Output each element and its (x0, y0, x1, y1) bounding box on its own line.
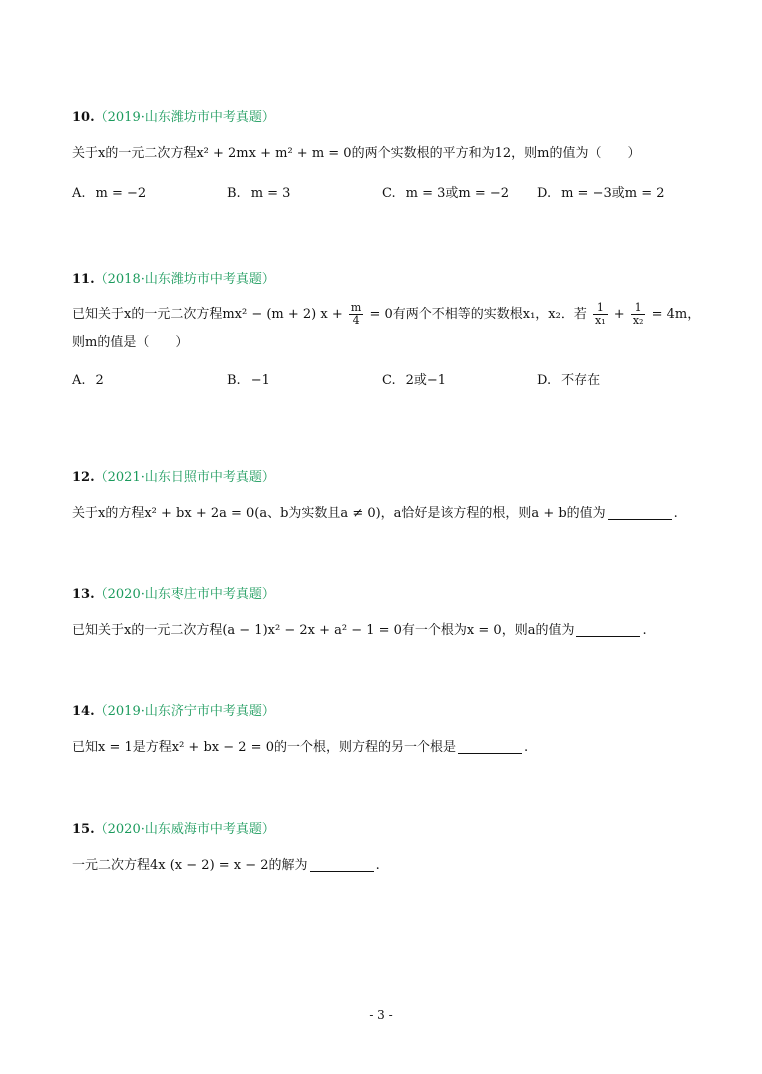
question-number: 15. (72, 822, 95, 837)
fraction-1-over-x1: $\frac{1}{\text{x₁}}$ (595, 301, 606, 327)
answer-blank[interactable] (608, 505, 672, 520)
answer-blank[interactable] (458, 739, 522, 754)
answer-blank[interactable] (310, 857, 374, 872)
question-stem: 关于x的方程x² + bx + 2a = 0(a、b为实数且a ≠ 0)，a恰好是该方程的根，则a + b的值为 . (72, 506, 678, 521)
question-source: （2019·山东济宁市中考真题） (94, 704, 275, 719)
options-row (72, 371, 692, 391)
option-a[interactable]: A. m = −2 (72, 186, 147, 201)
question-header (72, 270, 692, 290)
page-number: - 3 - (369, 1008, 393, 1022)
question-12 (72, 468, 692, 524)
question-15 (72, 820, 692, 876)
question-13 (72, 585, 692, 641)
option-b[interactable]: B. −1 (227, 373, 270, 388)
question-stem: 已知x = 1是方程x² + bx − 2 = 0的一个根，则方程的另一个根是 . (72, 740, 529, 755)
question-stem: 关于x的一元二次方程x² + 2mx + m² + m = 0的两个实数根的平方和为12，则m的值为（ ） (72, 146, 641, 161)
question-number: 14. (72, 704, 95, 719)
fraction-m-over-4: $\frac{m}{4}$ (350, 301, 362, 327)
options-row (72, 184, 692, 204)
option-d[interactable]: D. m = −3或m = 2 (537, 186, 665, 201)
question-source: （2020·山东威海市中考真题） (94, 822, 275, 837)
question-header (72, 820, 692, 840)
question-source: （2018·山东潍坊市中考真题） (94, 272, 275, 287)
option-c[interactable]: C. 2或−1 (382, 373, 447, 388)
question-number: 12. (72, 470, 95, 485)
option-b[interactable]: B. m = 3 (227, 186, 291, 201)
question-11 (72, 270, 701, 391)
question-stem: 已知关于x的一元二次方程mx² − (m + 2) x + $\frac{m}{4}$ = 0有两个不相等的实数根x₁，x₂．若 $\frac{1}{\text{x₁}}$ + $\frac{1}{\text{x₂}}$ = 4m， (72, 301, 701, 327)
question-source: （2021·山东日照市中考真题） (94, 470, 275, 485)
answer-blank[interactable] (576, 622, 640, 637)
question-header (72, 702, 692, 722)
question-number: 13. (72, 587, 95, 602)
question-stem-line2: 则m的值是（ ） (72, 335, 189, 350)
question-10 (72, 108, 692, 204)
option-d[interactable]: D. 不存在 (537, 373, 601, 388)
question-number: 10. (72, 110, 95, 125)
question-stem: 一元二次方程4x (x − 2) = x − 2的解为 . (72, 858, 380, 873)
question-header (72, 108, 692, 128)
fraction-1-over-x2: $\frac{1}{\text{x₂}}$ (632, 301, 644, 327)
question-source: （2019·山东潍坊市中考真题） (94, 110, 275, 125)
question-stem: 已知关于x的一元二次方程(a − 1)x² − 2x + a² − 1 = 0有一个根为x = 0，则a的值为 . (72, 623, 647, 638)
option-a[interactable]: A. 2 (72, 373, 104, 388)
question-14 (72, 702, 692, 758)
question-header (72, 468, 692, 488)
question-header (72, 585, 692, 605)
option-c[interactable]: C. m = 3或m = −2 (382, 186, 510, 201)
question-number: 11. (72, 272, 95, 287)
question-source: （2020·山东枣庄市中考真题） (94, 587, 275, 602)
